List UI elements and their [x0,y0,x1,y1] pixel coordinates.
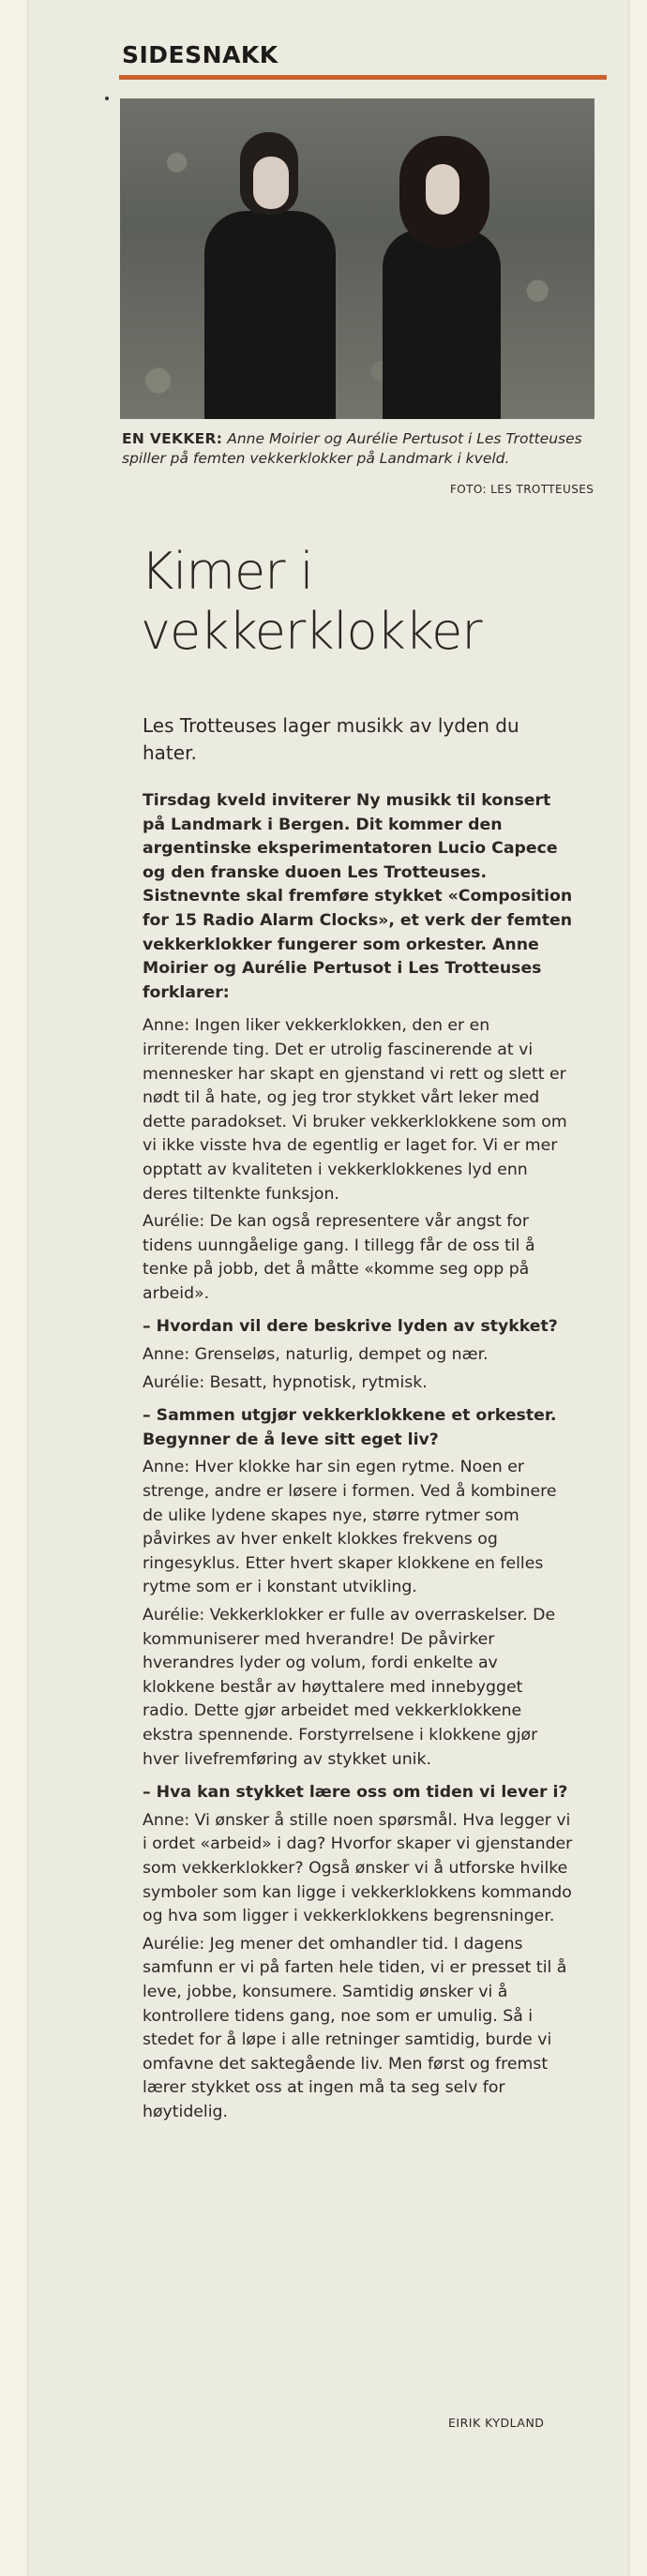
question: – Sammen utgjør vekkerklokkene et orkester. Begynner de å leve sitt eget liv? [143,1406,557,1449]
photo-person-left-face [253,157,289,209]
headline: Kimer i vekkerklokker [141,542,482,661]
ingress: Les Trotteuses lager musikk av lyden du hater. [143,714,519,764]
intro-paragraph: Tirsdag kveld inviterer Ny musikk til konsert på Landmark i Bergen. Dit kommer den argentinske eksperimentatoren Lucio Capece og den franske duoen Les Trotteuses. Sistnevnte skal fremføre stykket «Composition for 15 Radio Alarm Clocks», et verk der femten vekkerklokker fungerer som orkester. Anne Moirier og Aurélie Pertusot i Les Trotteuses forklarer: [143,791,573,1002]
staple-mark [105,97,109,100]
section-label: SIDESNAKK [122,41,278,68]
answer-paragraph: Anne: Vi ønsker å stille noen spørsmål. Hva legger vi i ordet «arbeid» i dag? Hvorfor skaper vi gjenstander som vekkerklokker? Også ønsker vi å utforske hvilke symboler som kan ligge i vekkerklokkens kommando og hva som ligger i vekkerklokkens begrensninger. [143,1810,573,1926]
caption-lead: EN VEKKER: [122,430,223,447]
photo-person-right-face [426,164,459,215]
photo-person-right [383,230,501,419]
answer-paragraph: Aurélie: Vekkerklokker er fulle av overraskelser. De kommuniserer med hverandre! De påvirker hverandres lyder og volum, fordi enkelte av klokkene består av høyttalere med innebygget radio. Dette gjør arbeidet med vekkerklokkene ekstra spennende. Forstyrrelsene i klokkene gjør hver livefremføring av stykket unik. [143,1606,556,1769]
question: – Hvordan vil dere beskrive lyden av stykket? [143,1317,558,1337]
answer-paragraph: Aurélie: De kan også representere vår angst for tidens uunngåelige gang. I tillegg får de oss til å tenke på jobb, det å måtte «komme seg opp på arbeid». [143,1212,535,1303]
answer-paragraph: Aurélie: Besatt, hypnotisk, rytmisk. [143,1372,428,1392]
photo-caption [122,429,591,469]
article-photo [120,98,594,419]
photo-person-left [204,211,336,419]
photo-background [120,98,594,419]
article-body [143,789,574,2128]
byline: EIRIK KYDLAND [448,2416,545,2430]
section-rule [119,75,607,80]
answer-paragraph: Anne: Ingen liker vekkerklokken, den er en irriterende ting. Det er utrolig fascinerende at vi mennesker har skapt en gjenstand vi rett og slett er nødt til å hate, og jeg tror stykket vårt leker med dette paradokset. Vi bruker vekkerklokkene som om vi ikke visste hva de egentlig er laget for. Vi er mer opptatt av kvaliteten i vekkerklokkenes lyd enn deres tiltenkte funksjon. [143,1016,567,1204]
answer-paragraph: Anne: Grenseløs, naturlig, dempet og nær. [143,1345,489,1365]
question: – Hva kan stykket lære oss om tiden vi lever i? [143,1783,568,1803]
caption-text: Anne Moirier og Aurélie Pertusot i Les Trotteuses spiller på femten vekkerklokker på Landmark i kveld. [122,430,582,467]
answer-paragraph: Aurélie: Jeg mener det omhandler tid. I dagens samfunn er vi på farten hele tiden, vi er presset til å leve, jobbe, konsumere. Samtidig ønsker vi å kontrollere tidens gang, noe som er umulig. Så i stedet for å løpe i alle retninger samtidig, burde vi omfavne det saktegående liv. Men først og fremst lærer stykket oss at ingen må ta seg selv for høytidelig. [143,1934,567,2121]
photo-credit: FOTO: LES TROTTEUSES [450,483,594,496]
answer-paragraph: Anne: Hver klokke har sin egen rytme. Noen er strenge, andre er løsere i formen. Ved å kombinere de ulike lydene skapes nye, større rytmer som påvirkes av hver enkelt klokkes frekvens og ringesyklus. Etter hvert skaper klokkene en felles rytme som er i konstant utvikling. [143,1458,557,1597]
